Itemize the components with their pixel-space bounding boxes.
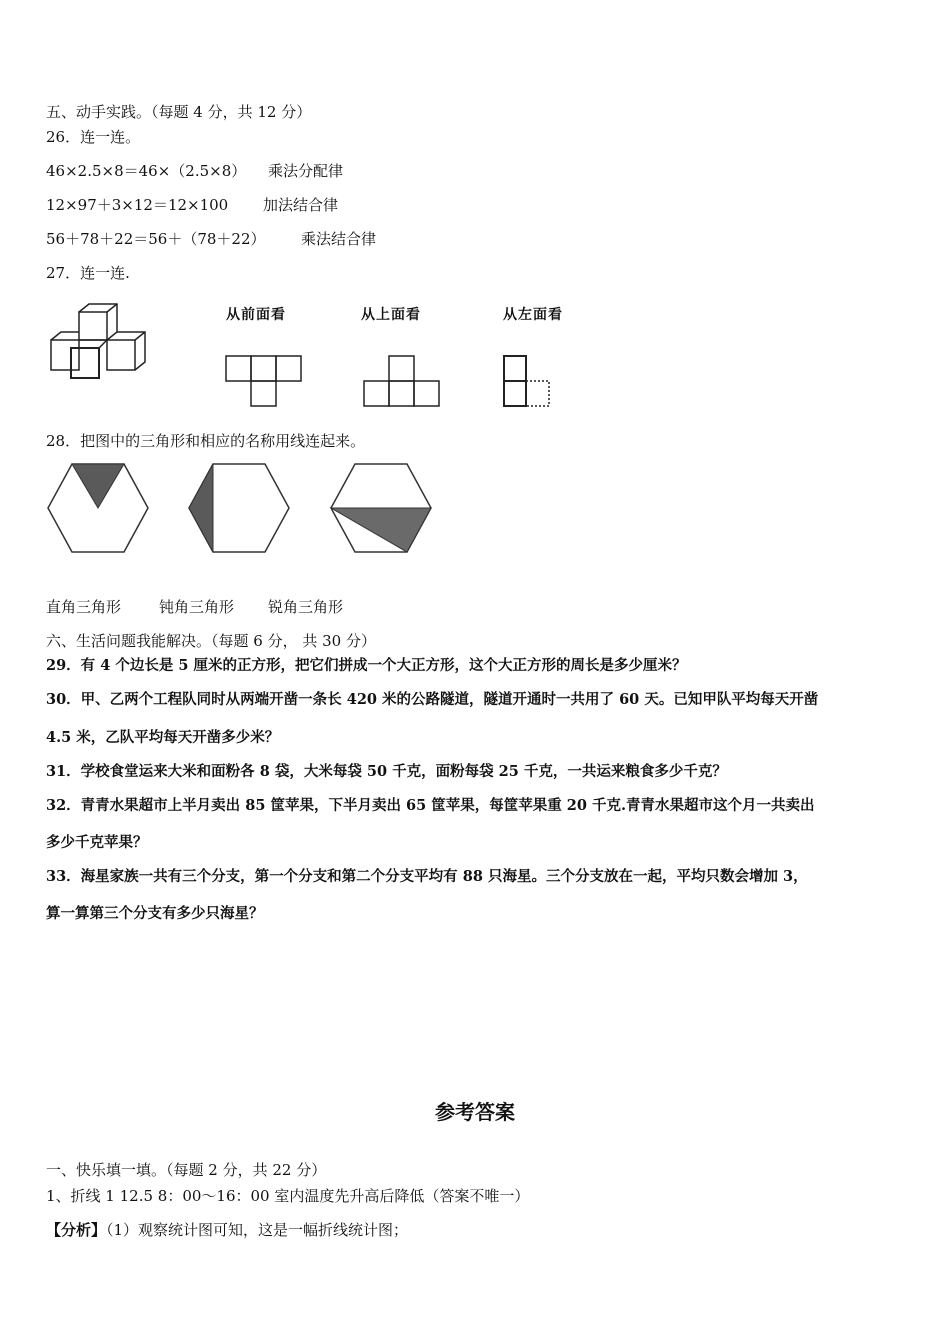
hexagon-figure-1 bbox=[46, 462, 150, 554]
q26-expr-3: 56＋78＋22＝56＋（78＋22） bbox=[46, 230, 266, 248]
view-front-label: 从前面看 bbox=[226, 307, 286, 323]
section5-heading: 五、动手实践。（每题 4 分，共 12 分） bbox=[46, 103, 312, 121]
q26-expr-2: 12×97＋3×12＝12×100 bbox=[46, 196, 229, 214]
q32-text-line1: 32．青青水果超市上半月卖出 85 筐苹果，下半月卖出 65 筐苹果，每筐苹果重 20 千克.青青水果超市这个月一共卖出 bbox=[46, 797, 815, 814]
q26-law-2: 加法结合律 bbox=[263, 196, 339, 214]
analysis-line bbox=[46, 1220, 408, 1240]
q33-text-line1: 33．海星家族一共有三个分支，第一个分支和第二个分支平均有 88 只海星。三个分支放在一起，平均只数会增加 3， bbox=[46, 868, 808, 885]
front-view-drawing bbox=[224, 354, 304, 408]
q31-text: 31．学校食堂运来大米和面粉各 8 袋，大米每袋 50 千克，面粉每袋 25 千克，一共运来粮食多少千克？ bbox=[46, 763, 727, 780]
hexagon-figure-3 bbox=[329, 462, 433, 554]
q30-text-line2: 4.5 米，乙队平均每天开凿多少米？ bbox=[46, 729, 280, 746]
q26-law-3: 乘法结合律 bbox=[301, 230, 377, 248]
q28-label: 28．把图中的三角形和相应的名称用线连起来。 bbox=[46, 432, 366, 450]
left-view-drawing bbox=[502, 354, 556, 408]
q26-label: 26．连一连。 bbox=[46, 128, 141, 146]
triangle-name-obtuse: 钝角三角形 bbox=[159, 598, 235, 616]
view-top-label: 从上面看 bbox=[361, 307, 421, 323]
cube-solid-figure bbox=[44, 298, 156, 384]
answer-1: 1、折线 1 12.5 8：00～16：00 室内温度先升高后降低（答案不唯一） bbox=[46, 1187, 530, 1205]
view-left-label: 从左面看 bbox=[503, 307, 563, 323]
q30-text-line1: 30．甲、乙两个工程队同时从两端开凿一条长 420 米的公路隧道，隧道开通时一共用了 60 天。已知甲队平均每天开凿 bbox=[46, 691, 819, 708]
q32-text-line2: 多少千克苹果？ bbox=[46, 834, 148, 851]
q27-label: 27．连一连. bbox=[46, 264, 130, 282]
answers-section1-heading: 一、快乐填一填。（每题 2 分，共 22 分） bbox=[46, 1161, 327, 1179]
triangle-name-acute: 锐角三角形 bbox=[268, 598, 344, 616]
top-view-drawing bbox=[362, 354, 442, 408]
hexagon-figure-2 bbox=[187, 462, 291, 554]
q29-text: 29．有 4 个边长是 5 厘米的正方形，把它们拼成一个大正方形，这个大正方形的周长是多少厘米？ bbox=[46, 657, 687, 674]
answers-title: 参考答案 bbox=[435, 1100, 515, 1124]
analysis-tag: 【分析】 bbox=[46, 1221, 107, 1239]
q33-text-line2: 算一算第三个分支有多少只海星？ bbox=[46, 905, 264, 922]
q26-law-1: 乘法分配律 bbox=[268, 162, 344, 180]
q26-expr-1: 46×2.5×8＝46×（2.5×8） bbox=[46, 162, 247, 180]
section6-heading: 六、生活问题我能解决。（每题 6 分， 共 30 分） bbox=[46, 632, 376, 650]
analysis-text: （1）观察统计图可知，这是一幅折线统计图； bbox=[106, 1221, 409, 1239]
triangle-name-right: 直角三角形 bbox=[46, 598, 122, 616]
